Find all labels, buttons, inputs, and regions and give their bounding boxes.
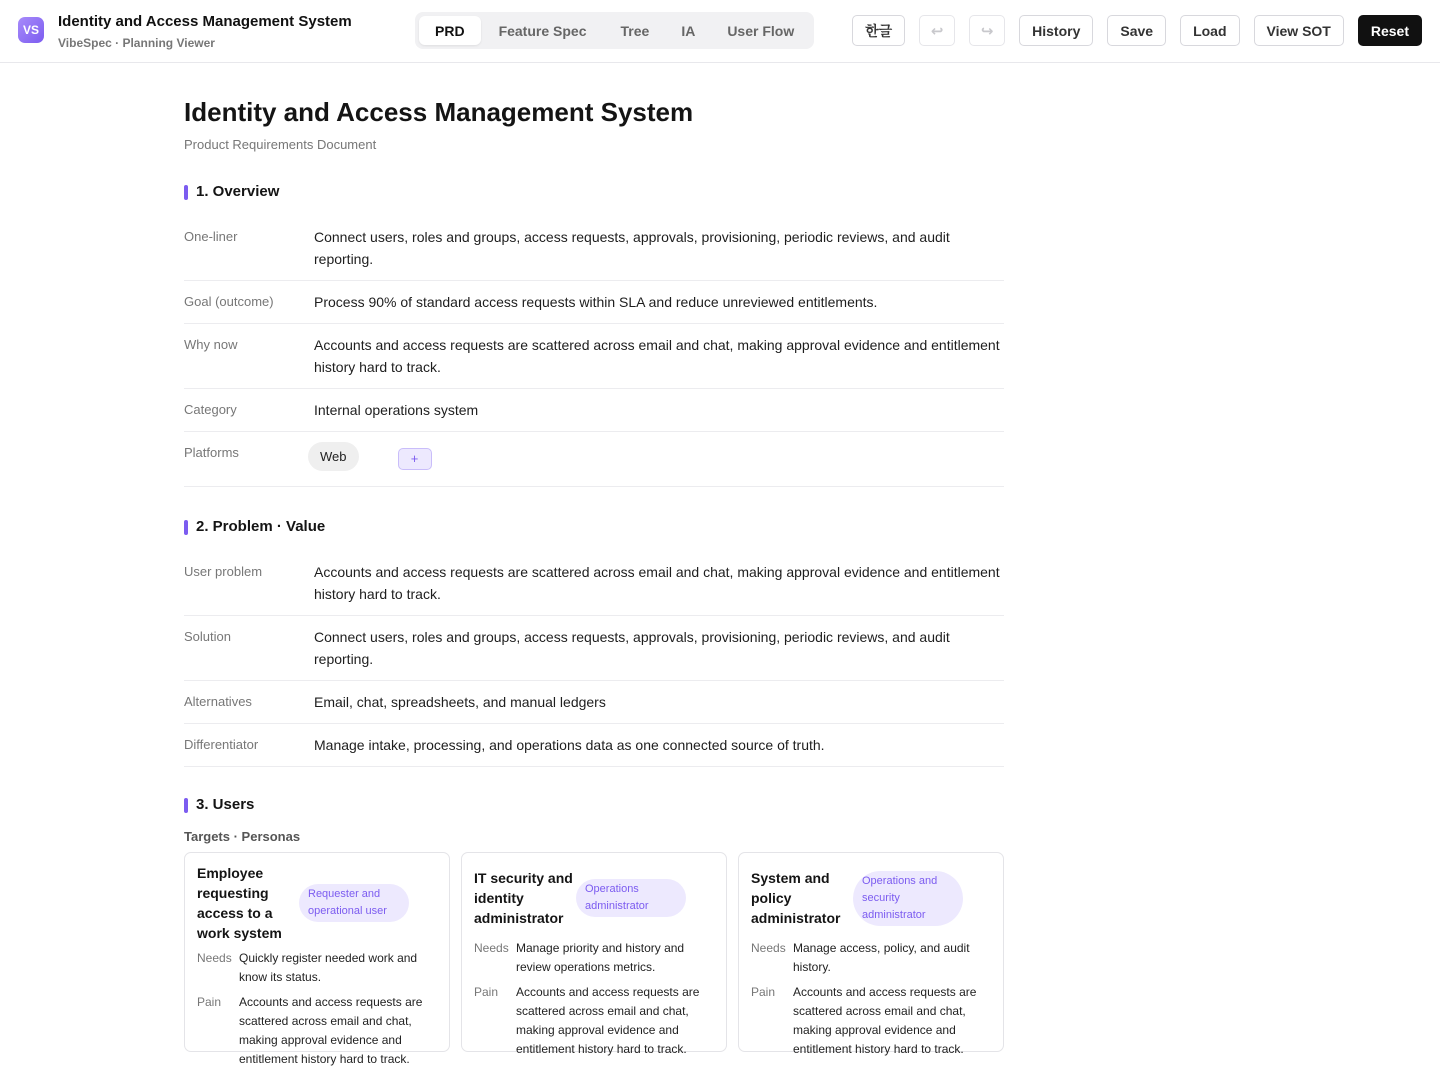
reset-button[interactable]: Reset: [1358, 15, 1422, 46]
platform-chip-web[interactable]: Web: [308, 442, 359, 471]
undo-icon[interactable]: ↩: [919, 15, 955, 46]
field-value[interactable]: Manage intake, processing, and operations data as one connected source of truth.: [314, 737, 825, 753]
load-button[interactable]: Load: [1180, 15, 1239, 46]
persona-card[interactable]: [184, 852, 450, 1066]
needs-label: Needs: [197, 951, 232, 965]
field-label: Solution: [184, 629, 231, 644]
field-label: Category: [184, 402, 237, 417]
persona-name: Employee requesting access to a work system: [197, 865, 282, 941]
view-sot-button[interactable]: View SOT: [1254, 15, 1344, 46]
field-label: Goal (outcome): [184, 294, 274, 309]
app-subtitle: VibeSpec · Planning Viewer: [58, 36, 215, 50]
field-row-category: [184, 389, 1004, 432]
tab-ia[interactable]: IA: [681, 22, 696, 39]
section-users: [184, 795, 1004, 1066]
field-value[interactable]: Process 90% of standard access requests within SLA and reduce unreviewed entitlements.: [314, 294, 878, 310]
field-row-user-problem: [184, 551, 1004, 616]
section-title: 3. Users: [196, 796, 255, 813]
persona-pain: [474, 983, 714, 1059]
section-accent-bar: [184, 520, 188, 535]
platform-chips: [308, 442, 1004, 471]
persona-needs: [474, 939, 714, 977]
persona-header: [751, 863, 991, 933]
persona-card[interactable]: [738, 852, 1004, 1056]
section-heading-users: [184, 795, 1004, 815]
language-toggle-button[interactable]: 한글: [852, 15, 905, 46]
section-accent-bar: [184, 798, 188, 813]
pain-label: Pain: [474, 985, 499, 999]
history-button[interactable]: History: [1019, 15, 1093, 46]
field-value[interactable]: Accounts and access requests are scattered across email and chat, making approval evidence and entitlement history hard to track.: [314, 564, 1000, 602]
needs-value: Manage priority and history and review operations metrics.: [516, 941, 685, 974]
persona-role-tag: Requester and operational user: [299, 884, 409, 922]
save-button[interactable]: Save: [1107, 15, 1166, 46]
needs-label: Needs: [474, 941, 509, 955]
tab-prd[interactable]: PRD: [419, 16, 481, 45]
field-row-one-liner: [184, 216, 1004, 281]
section-title: 1. Overview: [196, 183, 280, 200]
field-value[interactable]: Connect users, roles and groups, access requests, approvals, provisioning, periodic reviews, and audit reporting.: [314, 629, 950, 667]
tab-feature-spec[interactable]: Feature Spec: [498, 22, 587, 39]
brand-text: [58, 12, 352, 51]
pain-value: Accounts and access requests are scattered across email and chat, making approval evidence and entitlement history hard to track.: [793, 985, 977, 1056]
field-row-alternatives: [184, 681, 1004, 724]
field-row-why-now: [184, 324, 1004, 389]
section-title: 2. Problem · Value: [196, 518, 326, 535]
field-label: One-liner: [184, 229, 238, 244]
top-bar: [0, 0, 1440, 63]
tab-user-flow[interactable]: User Flow: [727, 22, 795, 39]
app-title: Identity and Access Management System: [58, 13, 352, 30]
persona-header: [474, 863, 714, 933]
redo-icon[interactable]: ↪: [969, 15, 1005, 46]
persona-role-tag: Operations administrator: [576, 879, 686, 917]
needs-value: Manage access, policy, and audit history.: [793, 941, 970, 974]
document-subtitle: Product Requirements Document: [184, 137, 377, 152]
add-platform-button[interactable]: +: [398, 448, 432, 470]
persona-name: IT security and identity administrator: [474, 870, 573, 926]
field-row-platforms: [184, 432, 1004, 487]
field-label: User problem: [184, 564, 263, 579]
persona-name: System and policy administrator: [751, 870, 841, 926]
prd-document: [184, 63, 1004, 1066]
pain-label: Pain: [751, 985, 776, 999]
personas-subheading: Targets · Personas: [184, 829, 301, 844]
field-row-differentiator: [184, 724, 1004, 767]
toolbar-actions: [852, 15, 1422, 46]
section-overview: [184, 182, 1004, 487]
persona-header: [197, 863, 437, 943]
field-value[interactable]: Accounts and access requests are scattered across email and chat, making approval evidence and entitlement history hard to track.: [314, 337, 1000, 375]
persona-cards: [184, 852, 1004, 1066]
section-problem-value: [184, 517, 1004, 767]
field-row-solution: [184, 616, 1004, 681]
brand: [18, 12, 352, 51]
tab-tree[interactable]: Tree: [620, 22, 650, 39]
view-tabs: [415, 12, 814, 49]
section-heading-problem: [184, 517, 1004, 537]
needs-value: Quickly register needed work and know its status.: [239, 951, 418, 984]
field-label: Differentiator: [184, 737, 259, 752]
persona-card[interactable]: [461, 852, 727, 1056]
persona-role-tag: Operations and security administrator: [853, 871, 963, 926]
field-value[interactable]: Email, chat, spreadsheets, and manual ledgers: [314, 694, 606, 710]
persona-needs: [197, 949, 437, 987]
field-value[interactable]: Internal operations system: [314, 402, 479, 418]
field-label: Alternatives: [184, 694, 252, 709]
field-label: Platforms: [184, 445, 239, 460]
document-title: Identity and Access Management System: [184, 97, 694, 127]
pain-label: Pain: [197, 995, 222, 1009]
app-logo-icon: VS: [18, 17, 44, 43]
persona-needs: [751, 939, 991, 977]
field-row-goal: [184, 281, 1004, 324]
section-accent-bar: [184, 185, 188, 200]
pain-value: Accounts and access requests are scattered across email and chat, making approval evidence and entitlement history hard to track.: [239, 995, 423, 1066]
persona-pain: [197, 993, 437, 1069]
persona-pain: [751, 983, 991, 1059]
field-value[interactable]: Connect users, roles and groups, access requests, approvals, provisioning, periodic reviews, and audit reporting.: [314, 229, 950, 267]
section-heading-overview: [184, 182, 1004, 202]
needs-label: Needs: [751, 941, 786, 955]
field-label: Why now: [184, 337, 238, 352]
pain-value: Accounts and access requests are scattered across email and chat, making approval evidence and entitlement history hard to track.: [516, 985, 700, 1056]
